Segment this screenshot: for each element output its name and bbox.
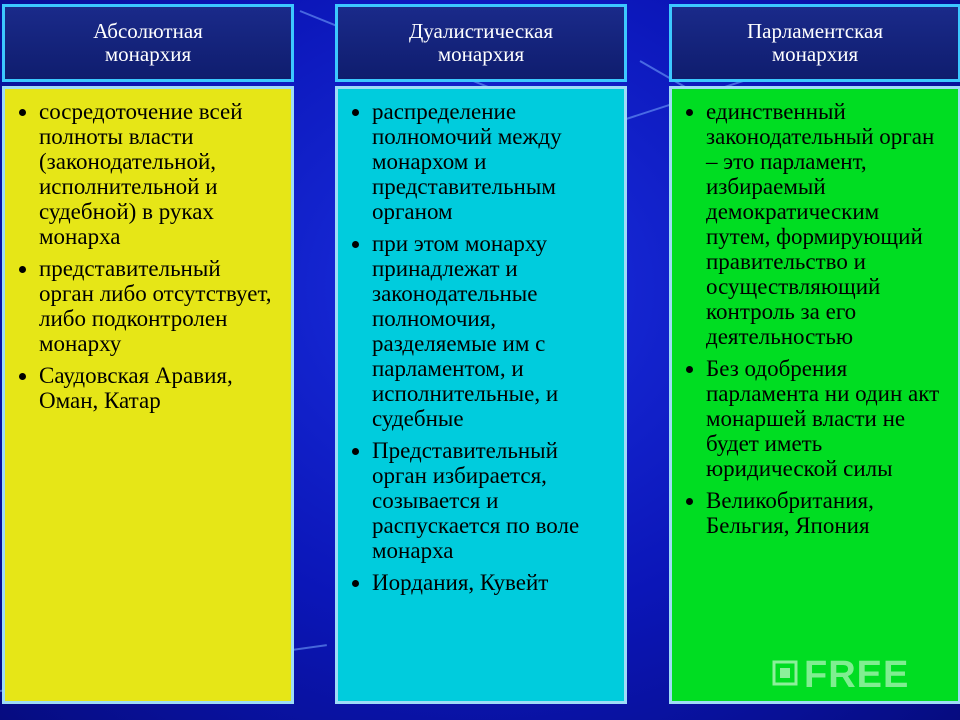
list-item: • Саудовская Аравия, Оман, Катар [39, 363, 281, 413]
bullet-list [338, 99, 614, 595]
list-item: • представительный орган либо отсутствует, либо подконтролен монарху [39, 256, 281, 356]
list-item: • Представительный орган избирается, созывается и распускается по воле монарха [372, 438, 614, 563]
column-title-line1: Абсолютная [93, 19, 203, 43]
column-parliamentary-monarchy [669, 4, 960, 704]
bullet-list [672, 99, 948, 538]
column-title-line1: Дуалистическая [408, 19, 554, 43]
list-item: • сосредоточение всей полноты власти (законодательной, исполнительной и судебной) в руках монарха [39, 99, 281, 249]
column-title-line2: монархия [771, 42, 859, 66]
list-item: • при этом монарху принадлежат и законодательные полномочия, разделяемые им с парламентом, и исполнительные, и судебные [372, 231, 614, 431]
list-item: • распределение полномочий между монархом и представительным органом [372, 99, 614, 224]
column-absolute-monarchy [2, 4, 294, 704]
column-title-line2: монархия [437, 42, 525, 66]
column-header [2, 4, 294, 82]
column-header [669, 4, 960, 82]
watermark-text: FREE [804, 654, 910, 696]
column-body [335, 86, 627, 704]
list-item: • единственный законодательный орган – это парламент, избираемый демократическим путем, формирующий правительство и осуществляющий контроль за его деятельностью [706, 99, 948, 349]
column-title-line1: Парламентская [747, 19, 883, 43]
list-item: • Великобритания, Бельгия, Япония [706, 488, 948, 538]
list-item: • Без одобрения парламента ни один акт монаршей власти не будет иметь юридической силы [706, 356, 948, 481]
column-header [335, 4, 627, 82]
bullet-list [5, 99, 281, 413]
column-body [669, 86, 960, 704]
column-title-line2: монархия [104, 42, 192, 66]
column-body [2, 86, 294, 704]
box-logo-icon [772, 660, 798, 686]
column-dualistic-monarchy [335, 4, 627, 704]
list-item: • Иордания, Кувейт [372, 570, 614, 595]
